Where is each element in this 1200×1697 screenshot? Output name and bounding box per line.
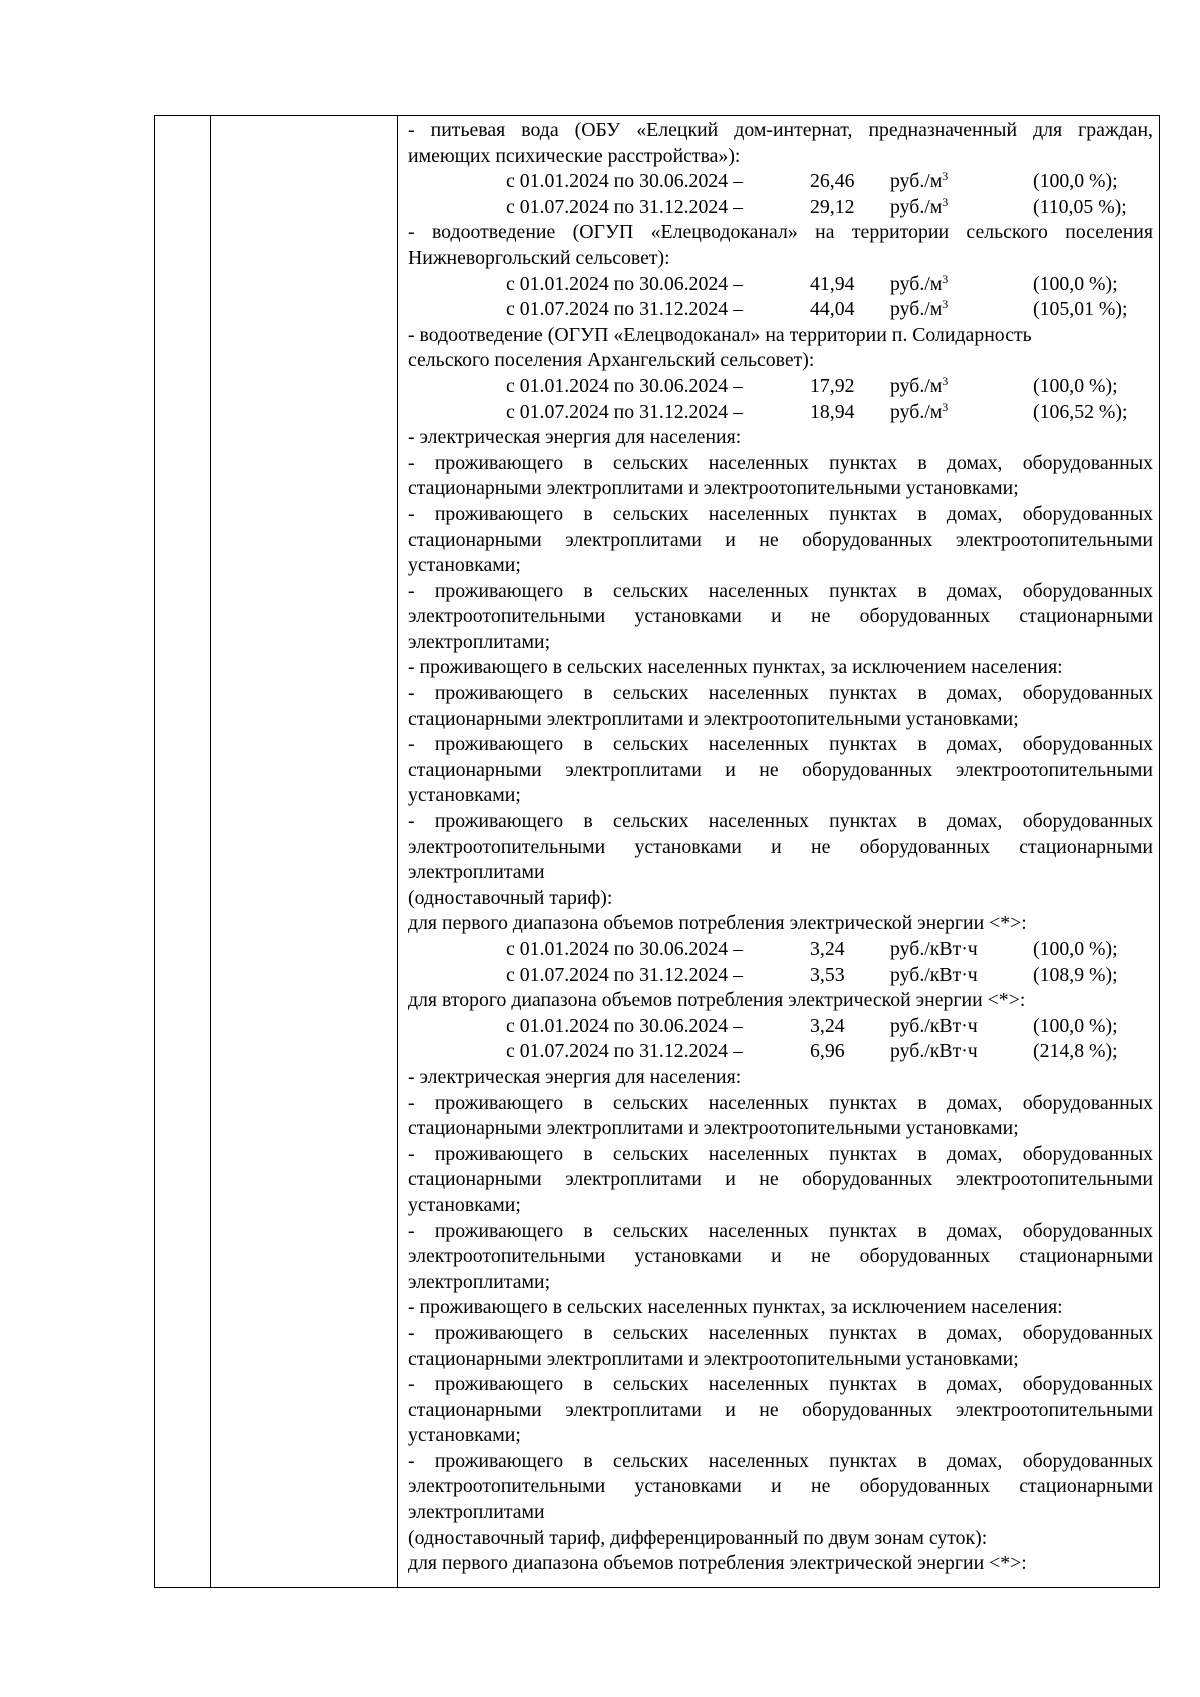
rate-percent: (106,52 %); <box>1033 400 1128 423</box>
rate-percent: (100,0 %); <box>1033 374 1118 397</box>
rate-price: 26,46 <box>810 170 855 193</box>
rate-percent: (110,05 %); <box>1033 195 1127 218</box>
tariff-rate-row <box>408 400 1153 426</box>
rate-unit: руб./кВт·ч <box>890 1040 978 1063</box>
tariff-rate-row <box>408 1039 1153 1065</box>
text-paragraph: - проживающего в сельских населенных пунктах в домах, оборудованных стационарными электроплитами и электроотопительными установками; <box>408 1091 1153 1140</box>
rate-price: 44,04 <box>810 298 855 321</box>
rate-price: 3,24 <box>810 1014 845 1037</box>
text-paragraph: - проживающего в сельских населенных пунктах в домах, оборудованных электроотопительными установками и не оборудованных стационарными электроплитами <box>408 1449 1153 1524</box>
tariff-rate-row <box>408 297 1153 323</box>
unit-superscript: 3 <box>942 194 949 209</box>
tariff-rate-row <box>408 1014 1153 1040</box>
rate-period: с 01.07.2024 по 31.12.2024 – <box>506 1040 743 1063</box>
rate-price: 41,94 <box>810 272 855 295</box>
rate-price: 18,94 <box>810 400 855 423</box>
text-line: - электрическая энергия для населения: <box>408 426 742 449</box>
rate-period: с 01.01.2024 по 30.06.2024 – <box>506 938 743 960</box>
unit-label: руб./м <box>890 272 943 295</box>
rate-unit: руб./кВт·ч <box>890 1014 978 1037</box>
text-line: - водоотведение (ОГУП «Елецводоканал» на территории п. Солидарность <box>408 323 1032 346</box>
rate-percent: (100,0 %); <box>1033 1014 1118 1037</box>
text-line: для первого диапазона объемов потребления электрической энергии <*>: <box>408 1552 1027 1575</box>
text-line: - проживающего в сельских населенных пунктах, за исключением населения: <box>408 656 1063 679</box>
text-line: имеющих психические расстройства»): <box>408 144 741 167</box>
text-line: - проживающего в сельских населенных пунктах, за исключением населения: <box>408 1296 1063 1319</box>
unit-superscript: 3 <box>942 297 949 312</box>
text-paragraph: - проживающего в сельских населенных пунктах в домах, оборудованных электроотопительными установками и не оборудованных стационарными электроплитами <box>408 810 1153 884</box>
rate-period: с 01.07.2024 по 31.12.2024 – <box>506 195 743 218</box>
unit-label: руб./м <box>890 374 943 397</box>
rate-period: с 01.01.2024 по 30.06.2024 – <box>506 170 743 193</box>
text-paragraph: - проживающего в сельских населенных пунктах в домах, оборудованных электроотопительными установками и не оборудованных стационарными электроплитами; <box>408 1219 1153 1293</box>
rate-percent: (100,0 %); <box>1033 272 1118 295</box>
unit-label: руб./м <box>890 298 943 321</box>
tariff-rate-row <box>408 374 1153 400</box>
text-paragraph: - проживающего в сельских населенных пунктах в домах, оборудованных электроотопительными установками и не оборудованных стационарными электроплитами; <box>408 579 1153 653</box>
text-line: Нижневоргольский сельсовет): <box>408 246 670 269</box>
text-line: сельского поселения Архангельский сельсовет): <box>408 349 815 372</box>
rate-period: с 01.07.2024 по 31.12.2024 – <box>506 298 743 321</box>
rate-period: с 01.01.2024 по 30.06.2024 – <box>506 1014 743 1037</box>
text-line: (одноставочный тариф, дифференцированный по двум зонам суток): <box>408 1526 988 1549</box>
rate-unit <box>890 297 1033 323</box>
rate-percent: (108,9 %); <box>1033 963 1118 986</box>
text-paragraph: - проживающего в сельских населенных пунктах в домах, оборудованных стационарными электроплитами и электроотопительными установками; <box>408 682 1153 730</box>
unit-superscript: 3 <box>942 271 949 286</box>
rate-price: 3,53 <box>810 963 845 986</box>
tariff-rate-row <box>408 937 1153 963</box>
rate-period: с 01.01.2024 по 30.06.2024 – <box>506 272 743 295</box>
rate-percent: (214,8 %); <box>1033 1040 1118 1063</box>
tariff-rate-row <box>408 169 1153 195</box>
text-line: (одноставочный тариф): <box>408 886 613 909</box>
rate-period: с 01.01.2024 по 30.06.2024 – <box>506 374 743 397</box>
number-cell <box>155 116 211 1588</box>
rate-unit: руб./кВт·ч <box>890 963 978 986</box>
text-line: - электрическая энергия для населения: <box>408 1065 742 1088</box>
unit-superscript: 3 <box>942 399 949 414</box>
rate-percent: (100,0 %); <box>1033 938 1118 960</box>
rate-price: 29,12 <box>810 195 855 218</box>
rate-percent: (105,01 %); <box>1033 298 1128 321</box>
rate-unit <box>890 400 1033 426</box>
text-line: - питьевая вода (ОБУ «Елецкий дом-интернат, предназначенный для граждан, <box>408 119 1153 141</box>
rate-period: с 01.07.2024 по 31.12.2024 – <box>506 963 743 986</box>
rate-percent: (100,0 %); <box>1033 170 1118 193</box>
name-cell <box>211 116 398 1588</box>
rate-price: 6,96 <box>810 1040 845 1063</box>
rate-price: 3,24 <box>810 938 845 960</box>
rate-price: 17,92 <box>810 374 855 397</box>
tariff-rate-row <box>408 963 1153 989</box>
unit-label: руб./м <box>890 170 943 193</box>
text-paragraph: - проживающего в сельских населенных пунктах в домах, оборудованных стационарными электроплитами и не оборудованных электроотопительными установками; <box>408 1142 1153 1216</box>
rate-unit <box>890 169 1033 195</box>
rate-period: с 01.07.2024 по 31.12.2024 – <box>506 400 743 423</box>
text-paragraph: - проживающего в сельских населенных пунктах в домах, оборудованных стационарными электроплитами и не оборудованных электроотопительными установками; <box>408 733 1153 807</box>
unit-superscript: 3 <box>942 373 949 388</box>
unit-superscript: 3 <box>942 169 949 184</box>
tariff-cell <box>398 116 1160 1588</box>
rate-unit <box>890 272 1033 298</box>
text-paragraph: - проживающего в сельских населенных пунктах в домах, оборудованных стационарными электроплитами и электроотопительными установками; <box>408 451 1153 500</box>
rate-unit <box>890 374 1033 400</box>
tariff-table <box>154 115 1160 1588</box>
table-row <box>155 116 1160 1588</box>
tariff-content <box>398 116 1159 1577</box>
text-paragraph: - проживающего в сельских населенных пунктах в домах, оборудованных стационарными электроплитами и электроотопительными установками; <box>408 1321 1153 1370</box>
tariff-rate-row <box>408 272 1153 298</box>
rate-unit: руб./кВт·ч <box>890 938 978 960</box>
text-line: - водоотведение (ОГУП «Елецводоканал» на территории сельского поселения <box>408 221 1153 244</box>
text-line: для первого диапазона объемов потребления электрической энергии <*>: <box>408 912 1027 935</box>
unit-label: руб./м <box>890 195 943 218</box>
unit-label: руб./м <box>890 400 943 423</box>
text-paragraph: - проживающего в сельских населенных пунктах в домах, оборудованных стационарными электроплитами и не оборудованных электроотопительными установками; <box>408 1373 1153 1447</box>
text-paragraph: - проживающего в сельских населенных пунктах в домах, оборудованных стационарными электроплитами и не оборудованных электроотопительными установками; <box>408 502 1153 577</box>
tariff-rate-row <box>408 195 1153 221</box>
text-line: для второго диапазона объемов потребления электрической энергии <*>: <box>408 989 1026 1012</box>
rate-unit <box>890 195 1033 221</box>
